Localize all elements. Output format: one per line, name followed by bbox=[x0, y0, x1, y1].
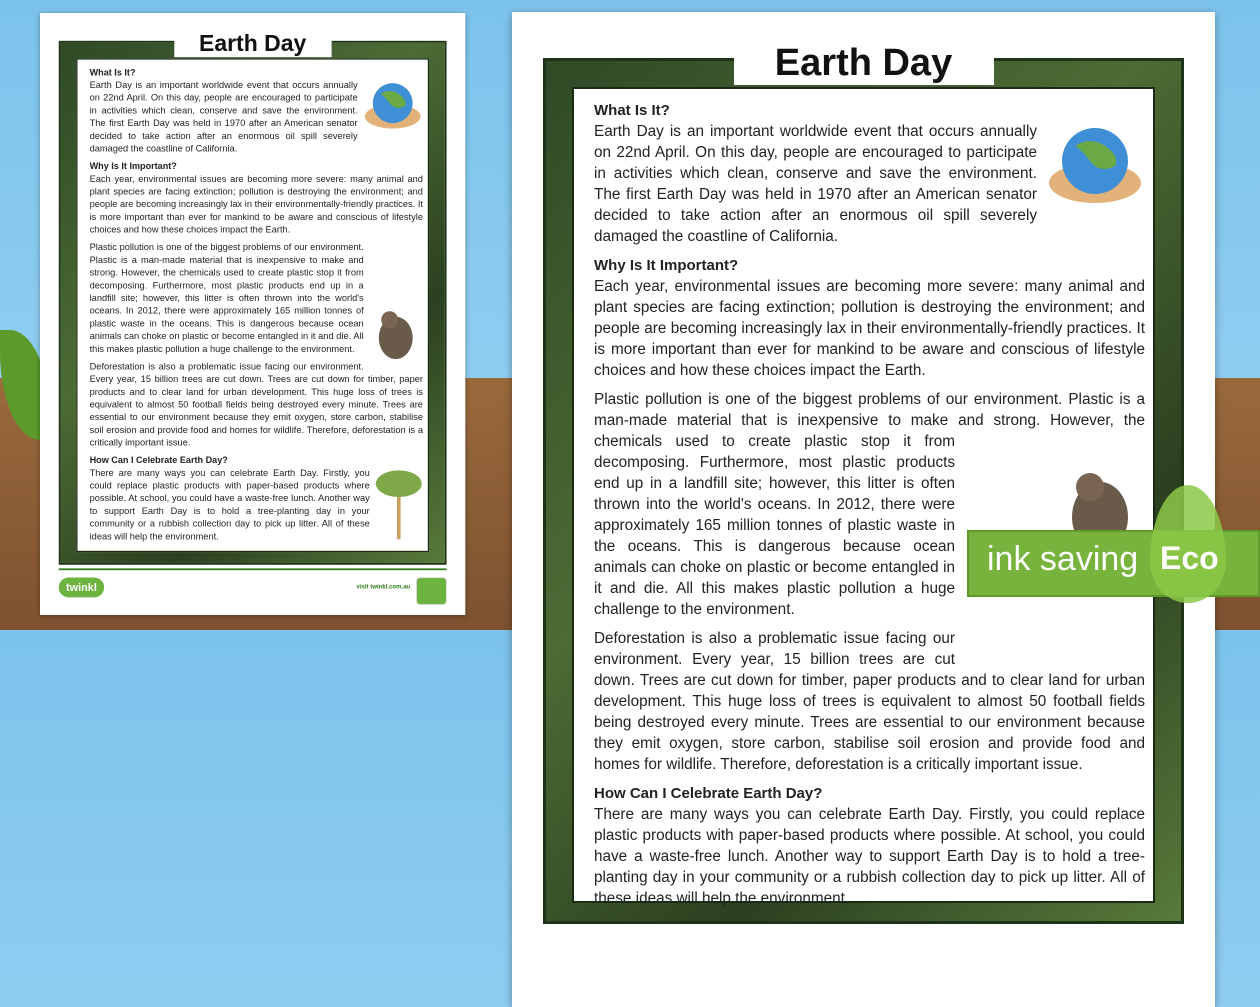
paragraph: Plastic pollution is one of the biggest problems of our environment. Plastic is a man-made material that is inexpensive to make and strong. However, the chemicals used to create plastic stop it from decomposing. Furthermore, most plastic products end up in a landfill site; however, this litter is often thrown into the world's oceans. In 2012, there were approximately 165 million tonnes of plastic waste in the oceans. This is dangerous because ocean animals can choke on plastic or become entangled in it and die. All this makes plastic pollution a huge challenge to the environment. bbox=[89, 242, 364, 355]
paragraph: There are many ways you can celebrate Earth Day. Firstly, you could replace plastic products with paper-based products where possible. At school, you could have a waste-free lunch. Another way to support Earth Day is to hold a tree-planting day in your community or a rubbish collection day to pick up litter. All of these ideas will help the environment. bbox=[594, 806, 1145, 907]
heading-celebrate: How Can I Celebrate Earth Day? bbox=[594, 785, 823, 802]
document-preview-large bbox=[512, 12, 1215, 1007]
paragraph: Earth Day is an important worldwide event that occurs annually on 22nd April. On this day, people are encouraged to participate in activities which clean, conserve and save the environment. The first Earth Day was held in 1970 after an American senator decided to take action after an enormous oil spill severely damaged the coastline of California. bbox=[89, 80, 358, 154]
paragraph: Deforestation is also a problematic issue facing our environment. Every year, 15 billion trees are cut down. Trees are cut down for timber, paper products and to clear land for urban development. This huge loss of trees is equivalent to almost 50 football fields being destroyed every minute. Trees are essential to our environment because they emit oxygen, store carbon, stabilise soil erosion and provide food and homes for wildlife. Therefore, deforestation is a critically important issue. bbox=[594, 630, 1145, 773]
heading-what-is-it: What Is It? bbox=[594, 102, 670, 119]
document-preview-thumbnail[interactable] bbox=[40, 13, 465, 615]
globe-in-hands-image bbox=[1045, 121, 1145, 212]
paragraph: Deforestation is also a problematic issue facing our environment. Every year, 15 billion trees are cut down. Trees are cut down for timber, paper products and to clear land for urban development. This huge loss of trees is equivalent to almost 50 football fields being destroyed every minute. Trees are essential to our environment because they emit oxygen, store carbon, stabilise soil erosion and provide food and homes for wildlife. Therefore, deforestation is a critically important issue. bbox=[89, 361, 423, 448]
twinkl-logo: twinkl bbox=[59, 577, 104, 597]
quality-badge-icon bbox=[416, 577, 446, 604]
footer-url: visit twinkl.com.au bbox=[356, 583, 411, 591]
globe-in-hands-image bbox=[362, 79, 423, 134]
page-footer bbox=[59, 568, 447, 604]
paragraph: Each year, environmental issues are becoming more severe: many animal and plant species are facing extinction; pollution is destroying the environment; and people are becoming increasingly lax in their environmentally-friendly practices. It is more important than ever for mankind to be aware and conscious of lifestyle choices and how these choices impact the Earth. bbox=[89, 173, 423, 236]
paragraph: There are many ways you can celebrate Earth Day. Firstly, you could replace plastic products with paper-based products where possible. At school, you could have a waste-free lunch. Another way to support Earth Day is to hold a tree-planting day in your community or a rubbish collection day to pick up litter. All of these ideas will help the environment. bbox=[89, 467, 370, 542]
ink-saving-label: ink saving bbox=[987, 540, 1139, 578]
paragraph: Earth Day is an important worldwide event that occurs annually on 22nd April. On this day, people are encouraged to participate in activities which clean, conserve and save the environment. The first Earth Day was held in 1970 after an American senator decided to take action after an enormous oil spill severely damaged the coastline of California. bbox=[594, 123, 1037, 245]
paragraph: Plastic pollution is one of the biggest problems of our environment. Plastic is a man-made material that is inexpensive to make and strong. However, the chemicals used to create plastic stop it from decomposing. Furthermore, most plastic products end up in a landfill site; however, this litter is often thrown into the world's oceans. In 2012, there were approximately 165 million tonnes of plastic waste in the oceans. This is dangerous because ocean animals can choke on plastic or become entangled in it and die. All this makes plastic pollution a huge challenge to the environment. bbox=[594, 391, 1145, 618]
heading-celebrate: How Can I Celebrate Earth Day? bbox=[89, 455, 228, 466]
heading-why-important: Why Is It Important? bbox=[89, 161, 177, 172]
seal-image bbox=[369, 308, 423, 363]
eco-label: Eco bbox=[1160, 540, 1219, 576]
document-body bbox=[90, 63, 423, 548]
paragraph: Each year, environmental issues are becoming more severe: many animal and plant species are facing extinction; pollution is destroying the environment; and people are becoming increasingly lax in their environmentally-friendly practices. It is more important than ever for mankind to be aware and conscious of lifestyle choices and how these choices impact the Earth. bbox=[594, 278, 1145, 379]
heading-why-important: Why Is It Important? bbox=[594, 257, 739, 274]
page-title: Earth Day bbox=[174, 31, 331, 57]
document-body bbox=[594, 94, 1145, 917]
tree-image bbox=[375, 467, 423, 543]
heading-what-is-it: What Is It? bbox=[89, 67, 136, 78]
page-title: Earth Day bbox=[734, 42, 994, 85]
